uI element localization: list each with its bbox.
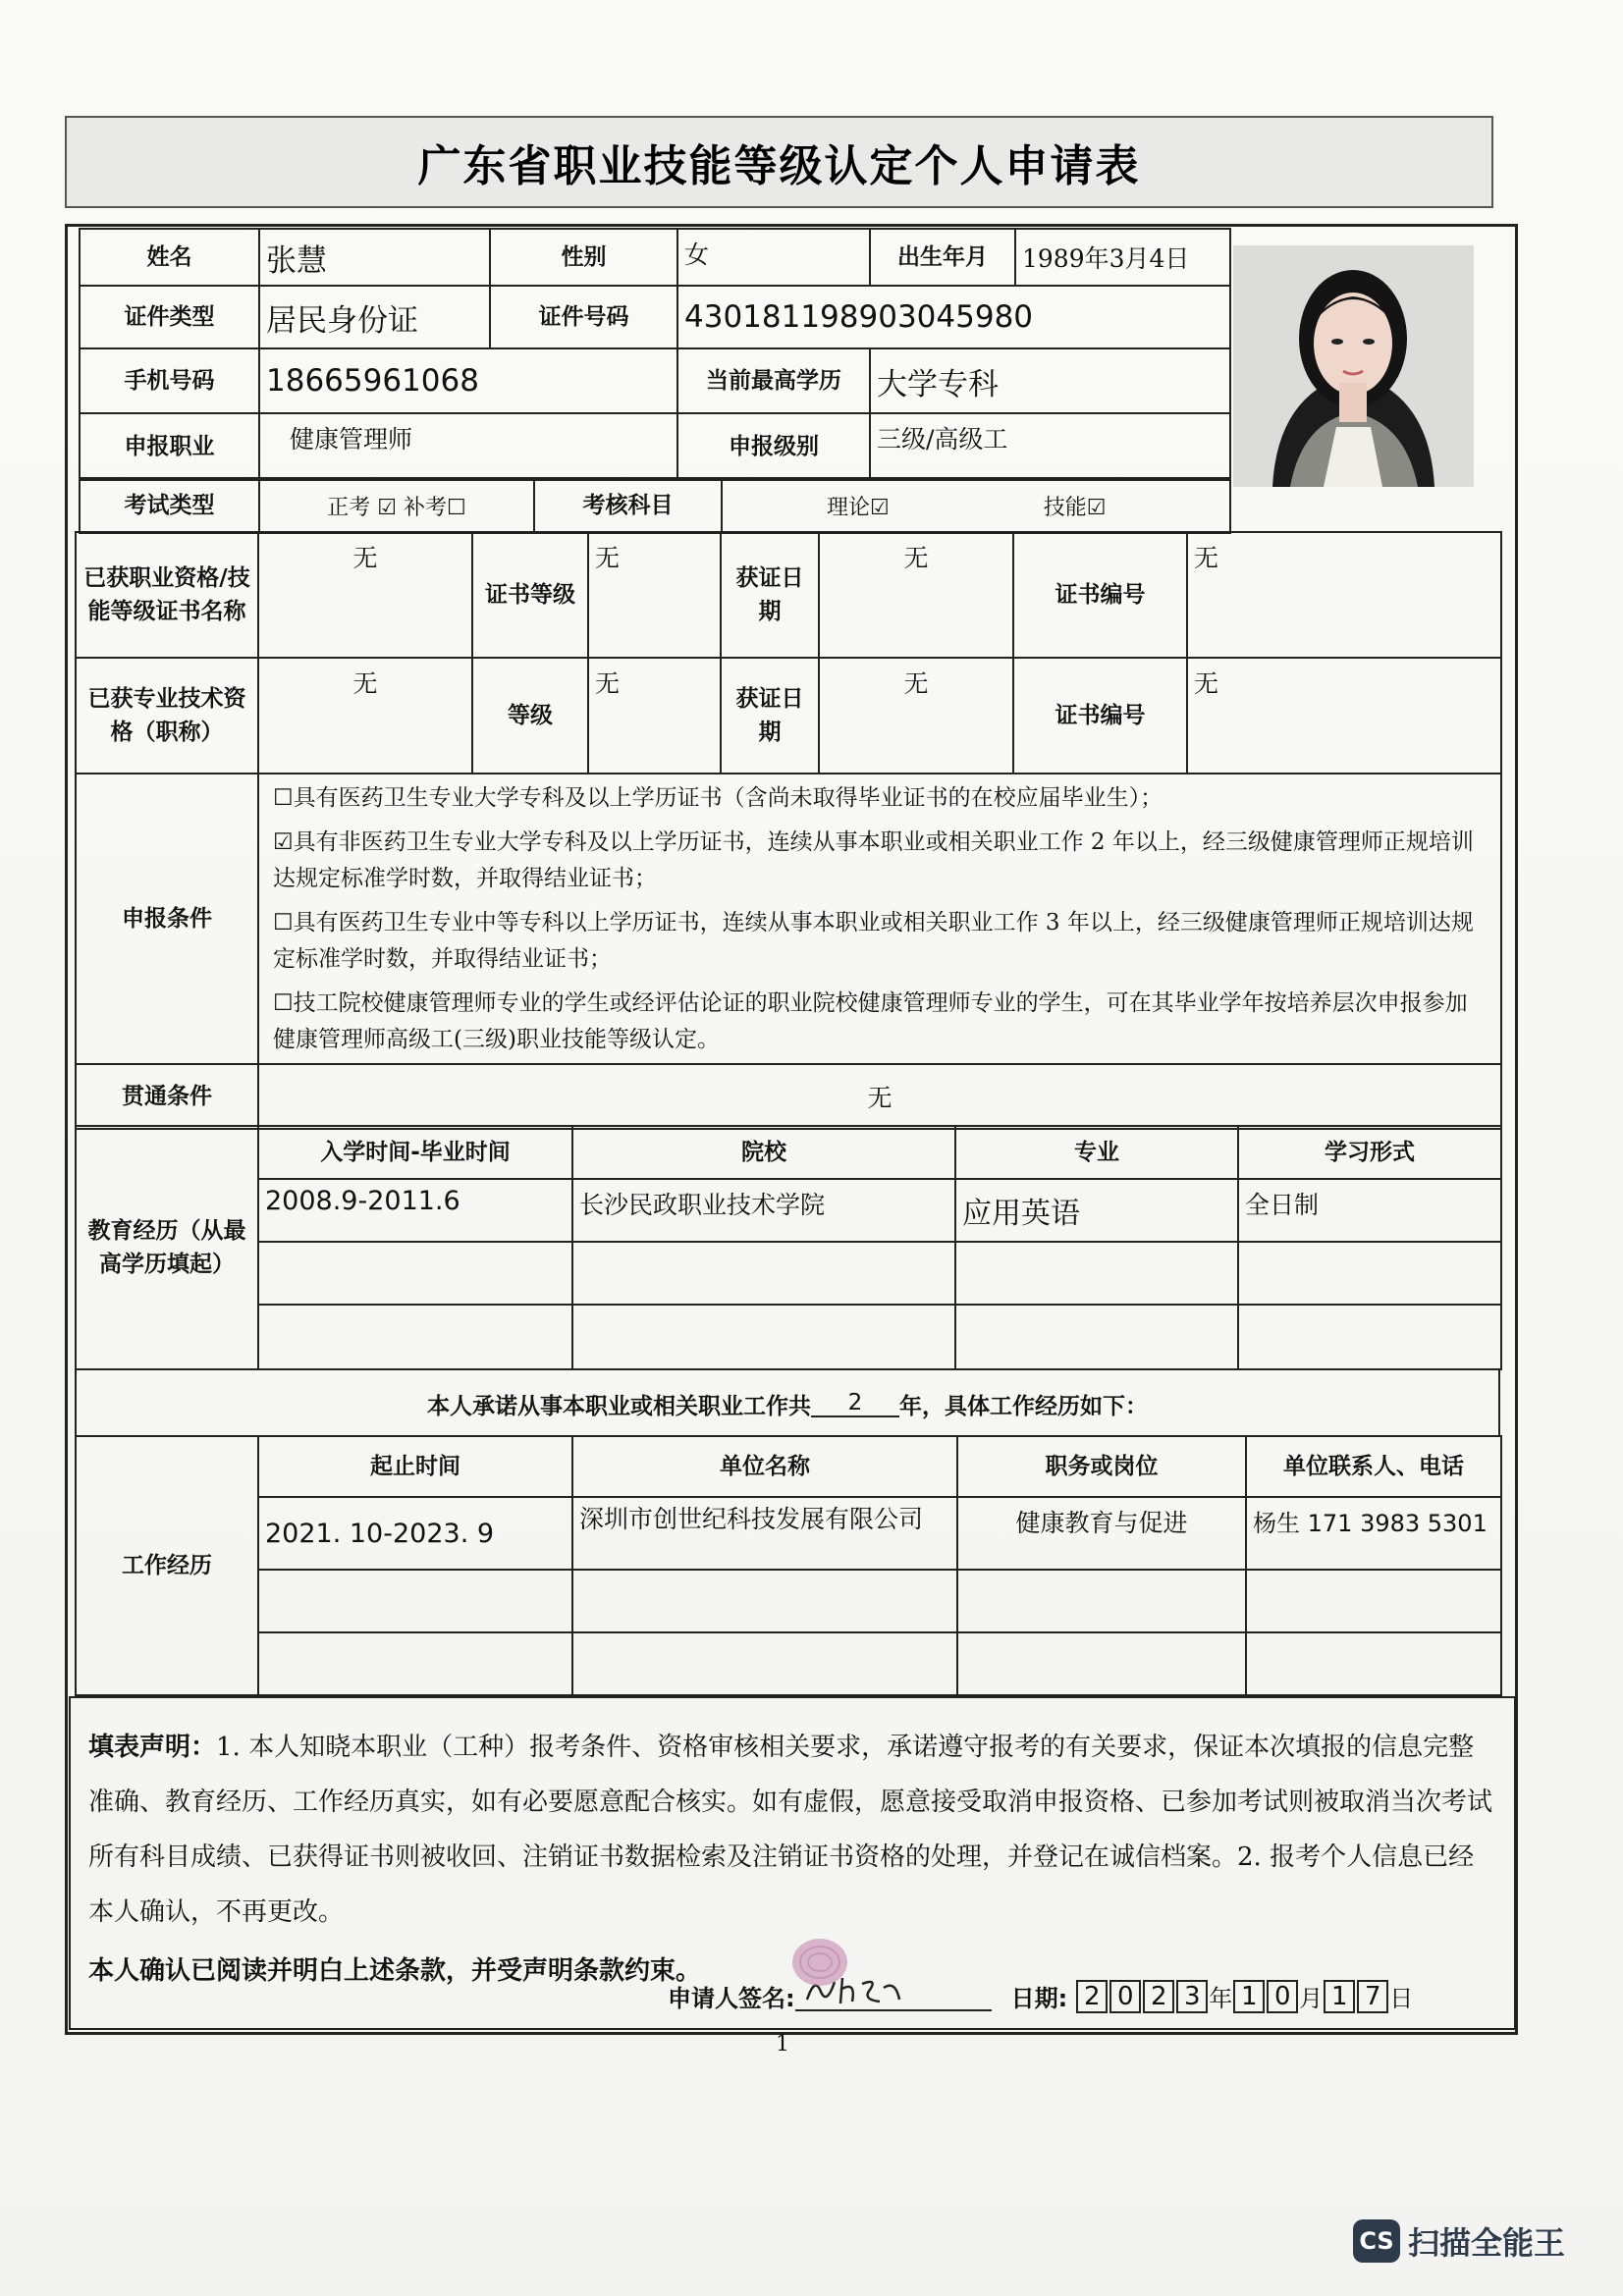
condition-item: ☐技工院校健康管理师专业的学生或经评估论证的职业院校健康管理师专业的学生，可在其毕业学年按培养层次申报参加健康管理师高级工(三级)职业技能等级认定。 — [273, 989, 1468, 1052]
voc-grade-label: 证书等级 — [472, 532, 588, 658]
declaration-body: 1. 本人知晓本职业（工种）报考条件、资格审核相关要求，承诺遵守报考的有关要求，保证本次填报的信息完整准确、教育经历、工作经历真实，如有必要愿意配合核实。如有虚假，愿意接受取消申报资格、已参加考试则被取消当次考试所有科目成绩、已获得证书则被收回、注销证书数据检索及注销证书资格的处理，并登记在诚信档案。2. 报考个人信息已经本人确认，不再更改。 — [88, 1733, 1493, 1927]
edu-header-mode: 学习形式 — [1238, 1126, 1501, 1179]
exam-type-label: 考试类型 — [80, 478, 259, 533]
edu-header-period: 入学时间-毕业时间 — [258, 1126, 572, 1179]
tech-no-label: 证书编号 — [1013, 658, 1187, 774]
voc-cert-row — [76, 532, 1501, 658]
gender-value: 女 — [677, 229, 870, 286]
tech-cert-label: 已获专业技术资格（职称） — [76, 658, 258, 774]
date-digit: 2 — [1076, 1980, 1108, 2013]
voc-cert-name: 无 — [258, 532, 472, 658]
level-value: 三级/高级工 — [870, 413, 1230, 480]
level-label: 申报级别 — [677, 413, 870, 480]
work-company: 深圳市创世纪科技发展有限公司 — [572, 1497, 957, 1570]
sign-label: 申请人签名: — [668, 1985, 795, 2012]
phone-label: 手机号码 — [80, 348, 259, 413]
edu-value: 大学专科 — [870, 348, 1230, 413]
education-table — [75, 1125, 1502, 1370]
date-digit: 0 — [1109, 1980, 1141, 2013]
main-table — [75, 531, 1502, 1130]
edu-major: 应用英语 — [955, 1179, 1238, 1242]
name-value: 张慧 — [259, 229, 490, 286]
through-value: 无 — [258, 1064, 1501, 1129]
table-row — [76, 1570, 1501, 1632]
month-unit: 月 — [1299, 1985, 1324, 2012]
id-type-value: 居民身份证 — [259, 286, 490, 348]
signature-line — [795, 1982, 992, 2011]
name-label: 姓名 — [80, 229, 259, 286]
date-year — [1075, 1980, 1209, 2013]
work-table — [75, 1435, 1502, 1696]
page-number: 1 — [776, 2032, 789, 2056]
voc-no-value: 无 — [1187, 532, 1501, 658]
date-digit: 3 — [1176, 1980, 1208, 2013]
table-row — [76, 1179, 1501, 1242]
date-digit: 1 — [1233, 1980, 1265, 2013]
conditions-row — [76, 774, 1501, 1064]
edu-header-major: 专业 — [955, 1126, 1238, 1179]
birth-label: 出生年月 — [870, 229, 1015, 286]
edu-label: 当前最高学历 — [677, 348, 870, 413]
exam-type-value: 正考 ☑ 补考☐ — [259, 478, 534, 533]
work-promise-suffix: 年，具体工作经历如下： — [899, 1393, 1148, 1419]
date-day — [1323, 1980, 1389, 2013]
scanner-watermark — [1353, 2218, 1565, 2264]
birth-value: 1989年3月4日 — [1015, 229, 1230, 286]
tech-date-value: 无 — [819, 658, 1013, 774]
id-no-label: 证件号码 — [490, 286, 677, 348]
date-label: 日期: — [1010, 1985, 1068, 2012]
declaration-heading: 填表声明： — [88, 1733, 217, 1762]
date-digit: 0 — [1267, 1980, 1298, 2013]
date-digit: 7 — [1357, 1980, 1388, 2013]
table-row — [76, 1242, 1501, 1305]
id-no-value: 430181198903045980 — [677, 286, 1230, 348]
subject-skill: 技能☑ — [1043, 495, 1107, 520]
work-years: 2 — [811, 1390, 899, 1417]
exam-type-table — [79, 477, 1231, 534]
tech-grade-value: 无 — [588, 658, 721, 774]
work-promise-prefix: 本人承诺从事本职业或相关职业工作共 — [427, 1393, 811, 1419]
fingerprint-icon — [785, 1933, 854, 1992]
camscanner-logo-icon: CS — [1353, 2219, 1400, 2263]
day-unit: 日 — [1389, 1985, 1414, 2012]
edu-school: 长沙民政职业技术学院 — [572, 1179, 955, 1242]
education-label: 教育经历（从最高学历填起） — [76, 1126, 258, 1369]
table-row — [76, 1305, 1501, 1369]
name-row — [80, 229, 1230, 286]
watermark-text: 扫描全能王 — [1408, 2224, 1566, 2262]
table-row — [76, 1497, 1501, 1570]
voc-date-value: 无 — [819, 532, 1013, 658]
occupation-label: 申报职业 — [80, 413, 259, 480]
title-bar — [65, 116, 1493, 208]
phone-value: 18665961068 — [259, 348, 677, 413]
id-type-label: 证件类型 — [80, 286, 259, 348]
condition-item: ☐具有医药卫生专业大学专科及以上学历证书（含尚未取得毕业证书的在校应届毕业生）； — [273, 784, 1163, 811]
tech-no-value: 无 — [1187, 658, 1501, 774]
subject-values — [722, 478, 1230, 533]
work-position: 健康教育与促进 — [957, 1497, 1246, 1570]
occupation-row — [80, 413, 1230, 480]
work-promise — [75, 1370, 1500, 1437]
date-month — [1232, 1980, 1299, 2013]
voc-cert-label: 已获职业资格/技能等级证书名称 — [76, 532, 258, 658]
voc-grade-value: 无 — [588, 532, 721, 658]
signature-row — [668, 1979, 1413, 2013]
condition-item: ☐具有医药卫生专业中等专科以上学历证书，连续从事本职业或相关职业工作 3 年以上，经三级健康管理师正规培训达规定标准学时数，并取得结业证书； — [273, 909, 1474, 972]
year-unit: 年 — [1209, 1985, 1233, 2012]
applicant-photo — [1233, 245, 1474, 487]
voc-date-label: 获证日期 — [721, 532, 819, 658]
voc-no-label: 证书编号 — [1013, 532, 1187, 658]
table-row — [76, 1632, 1501, 1695]
condition-item: ☑具有非医药卫生专业大学专科及以上学历证书，连续从事本职业或相关职业工作 2 年以上，经三级健康管理师正规培训达规定标准学时数，并取得结业证书； — [273, 828, 1474, 891]
date-digit: 1 — [1324, 1980, 1355, 2013]
id-row — [80, 286, 1230, 348]
tech-cert-name: 无 — [258, 658, 472, 774]
tech-grade-label: 等级 — [472, 658, 588, 774]
through-row — [76, 1064, 1501, 1129]
work-header-company: 单位名称 — [572, 1436, 957, 1497]
work-contact: 杨生 171 3983 5301 — [1246, 1497, 1501, 1570]
conditions-label: 申报条件 — [76, 774, 258, 1064]
portrait-image — [1233, 245, 1474, 487]
gender-label: 性别 — [490, 229, 677, 286]
work-label: 工作经历 — [76, 1436, 258, 1695]
date-digit: 2 — [1143, 1980, 1174, 2013]
work-header-period: 起止时间 — [258, 1436, 572, 1497]
work-header-contact: 单位联系人、电话 — [1246, 1436, 1501, 1497]
edu-mode: 全日制 — [1238, 1179, 1501, 1242]
subject-theory: 理论☑ — [827, 495, 890, 520]
tech-cert-row — [76, 658, 1501, 774]
form-title: 广东省职业技能等级认定个人申请表 — [417, 141, 1141, 191]
through-label: 贯通条件 — [76, 1064, 258, 1129]
personal-info-table — [79, 228, 1231, 481]
subject-label: 考核科目 — [534, 478, 722, 533]
work-header-position: 职务或岗位 — [957, 1436, 1246, 1497]
edu-period: 2008.9-2011.6 — [258, 1179, 572, 1242]
work-period: 2021. 10-2023. 9 — [258, 1497, 572, 1570]
declaration-confirm: 本人确认已阅读并明白上述条款，并受声明条款约束。 — [88, 1956, 702, 1986]
tech-date-label: 获证日期 — [721, 658, 819, 774]
edu-header-school: 院校 — [572, 1126, 955, 1179]
occupation-value: 健康管理师 — [259, 413, 677, 480]
phone-row — [80, 348, 1230, 413]
conditions-list — [258, 774, 1501, 1064]
declaration-text — [88, 1720, 1496, 1940]
